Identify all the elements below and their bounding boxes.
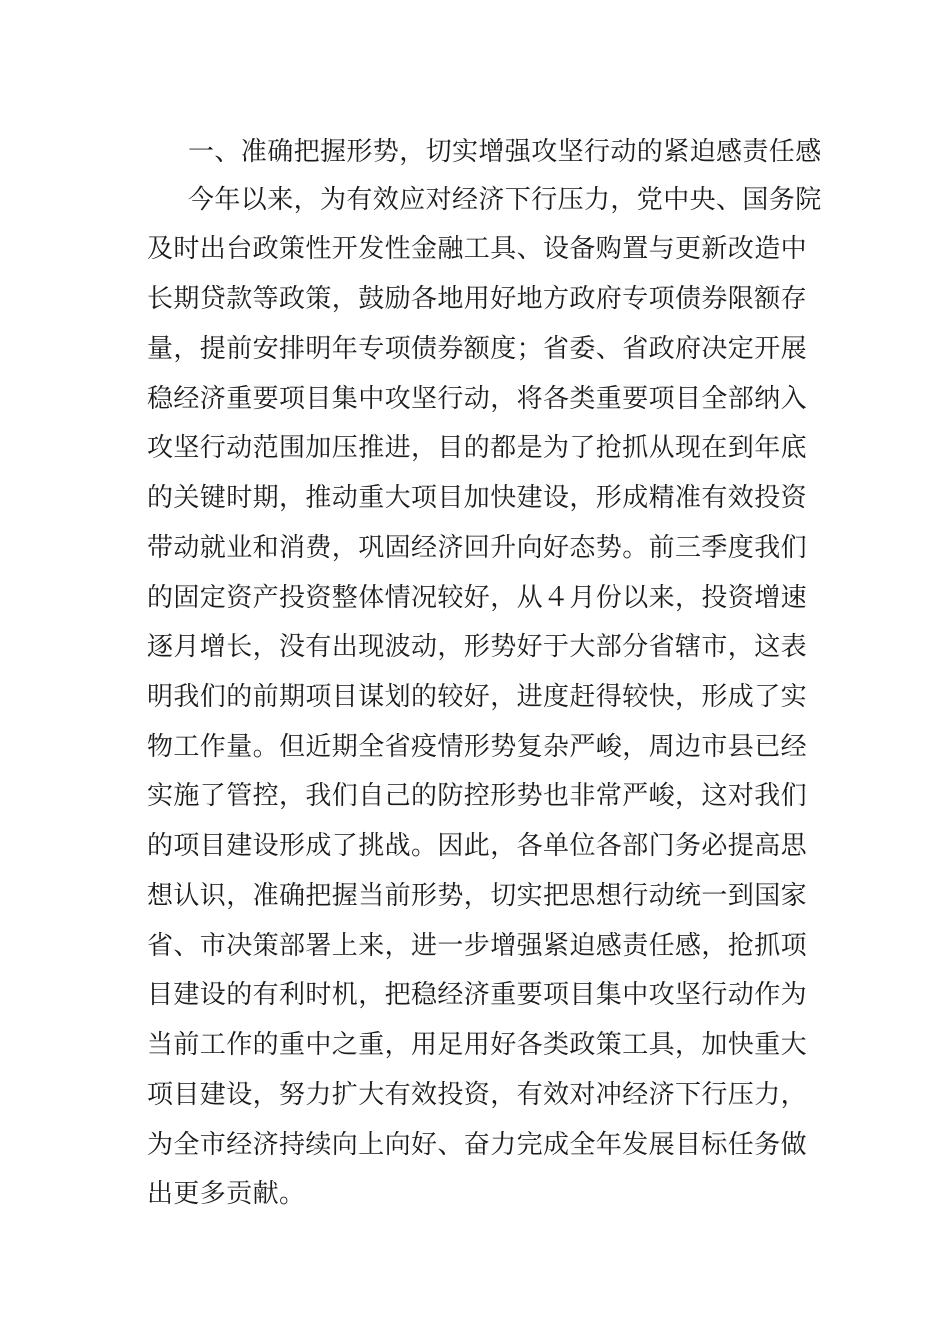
- paragraph-line: 长期贷款等政策，鼓励各地用好地方政府专项债券限额存: [147, 284, 808, 314]
- paragraph-line: 项目建设，努力扩大有效投资，有效对冲经济下行压力，: [147, 1080, 808, 1110]
- paragraph-line: 为全市经济持续向上向好、奋力完成全年发展目标任务做: [147, 1130, 808, 1160]
- paragraph-line: 攻坚行动范围加压推进，目的都是为了抢抓从现在到年底: [147, 433, 808, 463]
- paragraph-line: 省、市决策部署上来，进一步增强紧迫感责任感，抢抓项: [147, 931, 808, 961]
- paragraph-line: 今年以来，为有效应对经济下行压力，党中央、国务院: [188, 185, 822, 215]
- paragraph-line: 的固定资产投资整体情况较好，从４月份以来，投资增速: [147, 583, 808, 613]
- paragraph-line: 的关键时期，推动重大项目加快建设，形成精准有效投资: [147, 483, 808, 513]
- paragraph-line: 量，提前安排明年专项债券额度；省委、省政府决定开展: [147, 334, 808, 364]
- paragraph-line: 目建设的有利时机，把稳经济重要项目集中攻坚行动作为: [147, 980, 808, 1010]
- paragraph-line: 实施了管控，我们自己的防控形势也非常严峻，这对我们: [147, 781, 808, 811]
- paragraph-line: 想认识，准确把握当前形势，切实把思想行动统一到国家: [147, 881, 808, 911]
- paragraph-line: 及时出台政策性开发性金融工具、设备购置与更新改造中: [147, 234, 808, 264]
- paragraph-line: 物工作量。但近期全省疫情形势复杂严峻，周边市县已经: [147, 732, 808, 762]
- paragraph-line: 的项目建设形成了挑战。因此，各单位各部门务必提高思: [147, 831, 808, 861]
- paragraph-line: 出更多贡献。: [147, 1179, 306, 1209]
- paragraph-line: 明我们的前期项目谋划的较好，进度赶得较快，形成了实: [147, 682, 808, 712]
- paragraph-line: 逐月增长，没有出现波动，形势好于大部分省辖市，这表: [147, 632, 808, 662]
- section-heading: 一、准确把握形势，切实增强攻坚行动的紧迫感责任感: [188, 137, 822, 167]
- paragraph-line: 当前工作的重中之重，用足用好各类政策工具，加快重大: [147, 1030, 808, 1060]
- paragraph-line: 稳经济重要项目集中攻坚行动，将各类重要项目全部纳入: [147, 384, 808, 414]
- paragraph-line: 带动就业和消费，巩固经济回升向好态势。前三季度我们: [147, 533, 808, 563]
